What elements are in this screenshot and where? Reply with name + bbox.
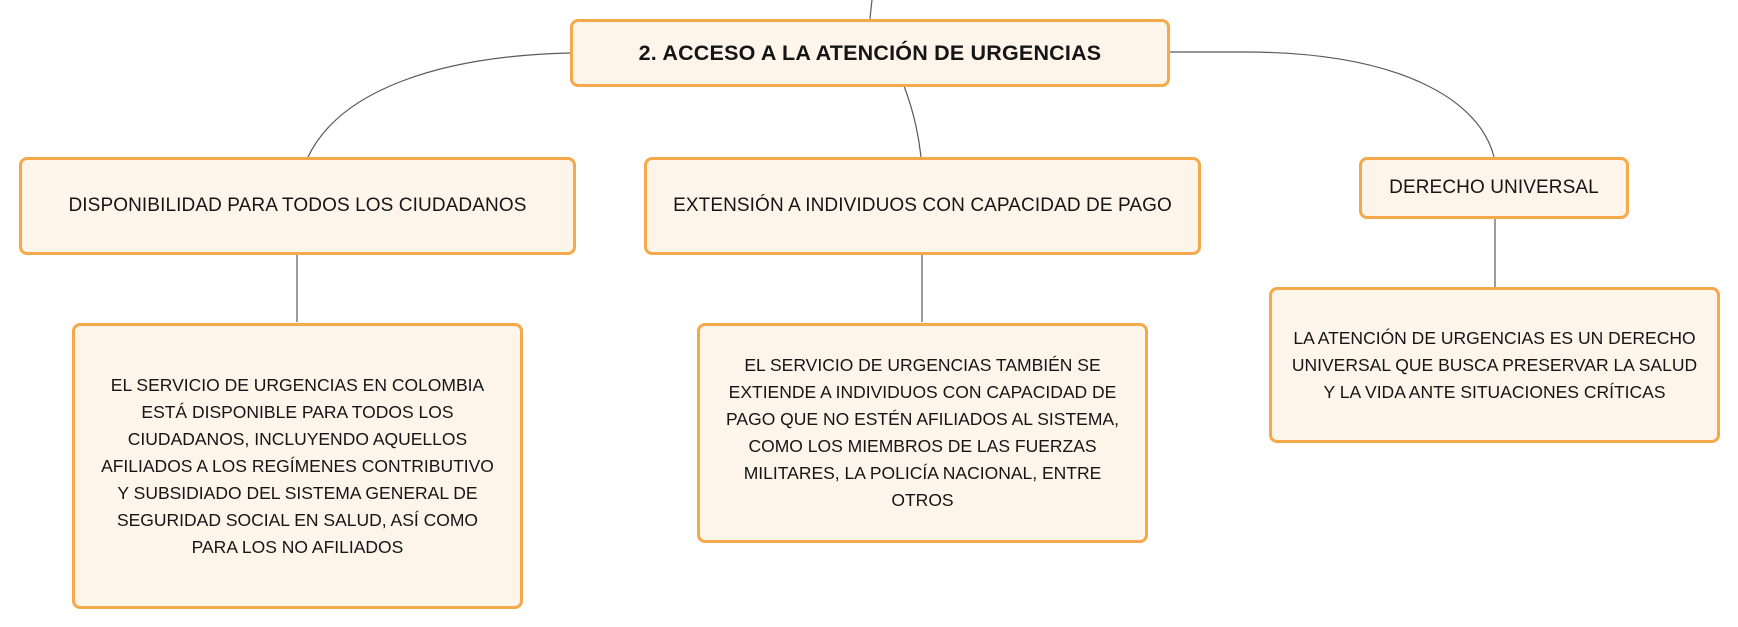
- detail-text: EL SERVICIO DE URGENCIAS TAMBIÉN SE EXTIENDE A INDIVIDUOS CON CAPACIDAD DE PAGO QUE NO ESTÉN AFILIADOS AL SISTEMA, COMO LOS MIEMBROS DE LAS FUERZAS MILITARES, LA POLICÍA NACIONAL, ENTRE OTROS: [726, 355, 1119, 510]
- branch-topic-derecho-universal[interactable]: [1359, 157, 1629, 219]
- detail-text: EL SERVICIO DE URGENCIAS EN COLOMBIA ESTÁ DISPONIBLE PARA TODOS LOS CIUDADANOS, INCLUYENDO AQUELLOS AFILIADOS A LOS REGÍMENES CONTRIBUTIVO Y SUBSIDIADO DEL SISTEMA GENERAL DE SEGURIDAD SOCIAL EN SALUD, ASÍ COMO PARA LOS NO AFILIADOS: [101, 374, 494, 557]
- branch-topic-disponibilidad[interactable]: [19, 157, 576, 255]
- connector-parent-to-root: [870, 0, 872, 19]
- connector-root-to-branch-2: [904, 86, 921, 157]
- connector-root-to-branch-3: [1168, 52, 1494, 157]
- branch-topic-label: DERECHO UNIVERSAL: [1389, 177, 1599, 198]
- root-topic-label: 2. ACCESO A LA ATENCIÓN DE URGENCIAS: [638, 40, 1102, 65]
- root-topic[interactable]: [570, 19, 1170, 87]
- branch-topic-extension[interactable]: [644, 157, 1201, 255]
- detail-extension[interactable]: [697, 323, 1148, 543]
- detail-derecho-universal[interactable]: [1269, 287, 1720, 443]
- detail-text: LA ATENCIÓN DE URGENCIAS ES UN DERECHO UNIVERSAL QUE BUSCA PRESERVAR LA SALUD Y LA VIDA ANTE SITUACIONES CRÍTICAS: [1291, 327, 1698, 402]
- detail-disponibilidad[interactable]: [72, 323, 523, 609]
- branch-topic-label: EXTENSIÓN A INDIVIDUOS CON CAPACIDAD DE PAGO: [673, 195, 1172, 216]
- branch-topic-label: DISPONIBILIDAD PARA TODOS LOS CIUDADANOS: [68, 195, 527, 216]
- connector-root-to-branch-1: [308, 53, 570, 157]
